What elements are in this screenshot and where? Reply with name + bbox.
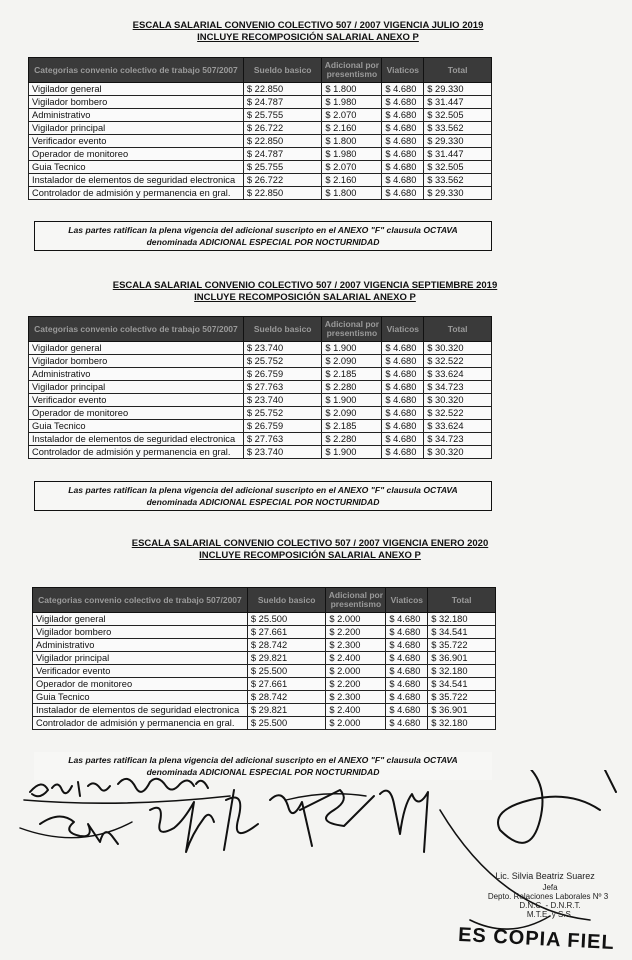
signature-right: [498, 770, 616, 843]
cell-total: $ 29.330: [424, 187, 492, 200]
cell-basic-salary: $ 27.661: [247, 678, 326, 691]
cell-category: Controlador de admisión y permanencia en gral.: [29, 446, 244, 459]
table-row: [33, 652, 496, 665]
cell-category: Vigilador principal: [29, 122, 244, 135]
cell-category: Guia Tecnico: [29, 420, 244, 433]
cell-attendance-bonus: $ 2.280: [322, 433, 382, 446]
cell-basic-salary: $ 25.755: [243, 161, 322, 174]
cell-basic-salary: $ 24.787: [243, 96, 322, 109]
cell-basic-salary: $ 27.763: [243, 433, 322, 446]
cell-total: $ 29.330: [424, 135, 492, 148]
cell-travel-allowance: $ 4.680: [382, 83, 424, 96]
cell-total: $ 34.541: [428, 626, 496, 639]
cell-category: Instalador de elementos de seguridad electronica: [33, 704, 248, 717]
cell-category: Vigilador general: [29, 83, 244, 96]
cell-attendance-bonus: $ 2.160: [322, 174, 382, 187]
cell-category: Guia Tecnico: [29, 161, 244, 174]
cell-category: Instalador de elementos de seguridad electronica: [29, 433, 244, 446]
cell-category: Vigilador general: [33, 613, 248, 626]
table-row: [33, 613, 496, 626]
table-row: [29, 407, 492, 420]
table-row: [29, 394, 492, 407]
cell-attendance-bonus: $ 2.300: [326, 639, 386, 652]
cell-travel-allowance: $ 4.680: [382, 381, 424, 394]
cell-total: $ 35.722: [428, 691, 496, 704]
cell-total: $ 34.723: [424, 433, 492, 446]
cell-category: Administrativo: [29, 109, 244, 122]
cell-travel-allowance: $ 4.680: [382, 174, 424, 187]
table-row: [29, 135, 492, 148]
note-line-1: Las partes ratifican la plena vigencia del adicional suscripto en el ANEXO "F" clausula OCTAVA: [68, 225, 458, 235]
cell-travel-allowance: $ 4.680: [382, 433, 424, 446]
cell-travel-allowance: $ 4.680: [382, 135, 424, 148]
col-header-attendance-bonus: Adicional por presentismo: [326, 588, 386, 613]
cell-basic-salary: $ 25.752: [243, 407, 322, 420]
cell-category: Verificador evento: [29, 394, 244, 407]
cell-basic-salary: $ 25.500: [247, 665, 326, 678]
cell-total: $ 34.723: [424, 381, 492, 394]
col-header-travel-allowance: Viaticos: [386, 588, 428, 613]
cell-basic-salary: $ 26.759: [243, 420, 322, 433]
table-row: [29, 174, 492, 187]
cell-attendance-bonus: $ 2.000: [326, 613, 386, 626]
nocturnity-note: [34, 221, 492, 251]
col-header-attendance-bonus: Adicional por presentismo: [322, 317, 382, 342]
col-header-travel-allowance: Viaticos: [382, 58, 424, 83]
signature-left: [40, 816, 118, 844]
col-header-total: Total: [424, 317, 492, 342]
cell-attendance-bonus: $ 2.000: [326, 717, 386, 730]
cell-basic-salary: $ 24.787: [243, 148, 322, 161]
table-header-row: [29, 317, 492, 342]
cell-travel-allowance: $ 4.680: [382, 355, 424, 368]
cell-basic-salary: $ 22.850: [243, 187, 322, 200]
cell-basic-salary: $ 25.752: [243, 355, 322, 368]
table-row: [29, 83, 492, 96]
cell-attendance-bonus: $ 1.800: [322, 187, 382, 200]
cell-travel-allowance: $ 4.680: [382, 187, 424, 200]
cell-travel-allowance: $ 4.680: [386, 691, 428, 704]
table-row: [29, 433, 492, 446]
cell-attendance-bonus: $ 1.800: [322, 135, 382, 148]
stamp-department: Depto. Relaciones Laborales Nº 3: [487, 892, 609, 901]
col-header-basic-salary: Sueldo basico: [243, 317, 322, 342]
cell-attendance-bonus: $ 2.200: [326, 678, 386, 691]
cell-attendance-bonus: $ 1.900: [322, 394, 382, 407]
table-row: [29, 446, 492, 459]
section-title: ESCALA SALARIAL CONVENIO COLECTIVO 507 / 2007 VIGENCIA ENERO 2020: [131, 538, 489, 549]
cell-total: $ 32.180: [428, 613, 496, 626]
stamp-role: Jefa: [542, 883, 558, 892]
note-line-2: denominada ADICIONAL ESPECIAL POR NOCTURNIDAD: [146, 767, 380, 777]
certified-copy-stamp: ES COPIA FIEL: [457, 923, 616, 955]
cell-total: $ 33.562: [424, 174, 492, 187]
table-row: [29, 355, 492, 368]
col-header-basic-salary: Sueldo basico: [247, 588, 326, 613]
cell-travel-allowance: $ 4.680: [382, 342, 424, 355]
col-header-total: Total: [424, 58, 492, 83]
cell-travel-allowance: $ 4.680: [382, 368, 424, 381]
cell-travel-allowance: $ 4.680: [386, 678, 428, 691]
cell-basic-salary: $ 28.742: [247, 691, 326, 704]
col-header-category: Categorias convenio colectivo de trabajo 507/2007: [33, 588, 248, 613]
salary-table: [28, 316, 492, 459]
stamp-name: Lic. Silvia Beatriz Suarez: [495, 871, 595, 881]
cell-attendance-bonus: $ 2.280: [322, 381, 382, 394]
cell-travel-allowance: $ 4.680: [386, 639, 428, 652]
cell-total: $ 34.541: [428, 678, 496, 691]
cell-category: Vigilador bombero: [29, 355, 244, 368]
table-row: [33, 639, 496, 652]
cell-total: $ 31.447: [424, 96, 492, 109]
cell-basic-salary: $ 29.821: [247, 652, 326, 665]
cell-category: Administrativo: [33, 639, 248, 652]
cell-basic-salary: $ 26.722: [243, 174, 322, 187]
cell-total: $ 32.505: [424, 109, 492, 122]
section-title: ESCALA SALARIAL CONVENIO COLECTIVO 507 / 2007 VIGENCIA JULIO 2019: [132, 20, 484, 31]
cell-travel-allowance: $ 4.680: [382, 96, 424, 109]
cell-category: Vigilador bombero: [29, 96, 244, 109]
cell-total: $ 36.901: [428, 652, 496, 665]
cell-category: Controlador de admisión y permanencia en gral.: [29, 187, 244, 200]
cell-basic-salary: $ 22.850: [243, 83, 322, 96]
signature-middle: [150, 802, 214, 852]
cell-total: $ 33.624: [424, 420, 492, 433]
cell-total: $ 32.180: [428, 665, 496, 678]
cell-category: Vigilador general: [29, 342, 244, 355]
cell-basic-salary: $ 22.850: [243, 135, 322, 148]
cell-category: Vigilador principal: [29, 381, 244, 394]
cell-attendance-bonus: $ 2.185: [322, 368, 382, 381]
section-subtitle: INCLUYE RECOMPOSICIÓN SALARIAL ANEXO P: [194, 292, 416, 303]
cell-basic-salary: $ 23.740: [243, 394, 322, 407]
table-row: [33, 704, 496, 717]
cell-travel-allowance: $ 4.680: [382, 109, 424, 122]
cell-total: $ 33.562: [424, 122, 492, 135]
cell-total: $ 32.180: [428, 717, 496, 730]
table-row: [29, 381, 492, 394]
cell-attendance-bonus: $ 2.300: [326, 691, 386, 704]
table-row: [29, 187, 492, 200]
cell-travel-allowance: $ 4.680: [382, 122, 424, 135]
cell-category: Controlador de admisión y permanencia en gral.: [33, 717, 248, 730]
table-header-row: [33, 588, 496, 613]
cell-total: $ 29.330: [424, 83, 492, 96]
cell-attendance-bonus: $ 1.900: [322, 342, 382, 355]
cell-attendance-bonus: $ 1.900: [322, 446, 382, 459]
cell-attendance-bonus: $ 2.160: [322, 122, 382, 135]
section-title: ESCALA SALARIAL CONVENIO COLECTIVO 507 / 2007 VIGENCIA SEPTIEMBRE 2019: [112, 280, 498, 291]
cell-attendance-bonus: $ 2.400: [326, 652, 386, 665]
col-header-total: Total: [428, 588, 496, 613]
cell-category: Operador de monitoreo: [29, 148, 244, 161]
table-row: [33, 678, 496, 691]
stamp-org-2: M.T.E. y S.S.: [526, 910, 574, 919]
cell-travel-allowance: $ 4.680: [386, 652, 428, 665]
cell-travel-allowance: $ 4.680: [382, 161, 424, 174]
table-row: [29, 161, 492, 174]
section-subtitle: INCLUYE RECOMPOSICIÓN SALARIAL ANEXO P: [199, 550, 421, 561]
cell-basic-salary: $ 26.759: [243, 368, 322, 381]
cell-category: Operador de monitoreo: [29, 407, 244, 420]
cell-basic-salary: $ 29.821: [247, 704, 326, 717]
cell-attendance-bonus: $ 2.090: [322, 407, 382, 420]
cell-attendance-bonus: $ 2.400: [326, 704, 386, 717]
cell-total: $ 30.320: [424, 394, 492, 407]
cell-total: $ 33.624: [424, 368, 492, 381]
cell-total: $ 32.522: [424, 407, 492, 420]
col-header-category: Categorias convenio colectivo de trabajo 507/2007: [29, 317, 244, 342]
table-row: [29, 342, 492, 355]
cell-total: $ 30.320: [424, 446, 492, 459]
cell-travel-allowance: $ 4.680: [382, 394, 424, 407]
table-row: [29, 109, 492, 122]
cell-attendance-bonus: $ 2.090: [322, 355, 382, 368]
cell-basic-salary: $ 25.500: [247, 613, 326, 626]
note-line-1: Las partes ratifican la plena vigencia del adicional suscripto en el ANEXO "F" clausula OCTAVA: [68, 485, 458, 495]
table-row: [29, 96, 492, 109]
table-row: [33, 691, 496, 704]
cell-basic-salary: $ 23.740: [243, 446, 322, 459]
cell-attendance-bonus: $ 2.070: [322, 161, 382, 174]
cell-total: $ 31.447: [424, 148, 492, 161]
cell-category: Instalador de elementos de seguridad electronica: [29, 174, 244, 187]
cell-category: Guia Tecnico: [33, 691, 248, 704]
cell-category: Vigilador principal: [33, 652, 248, 665]
cell-basic-salary: $ 27.763: [243, 381, 322, 394]
salary-table: [28, 57, 492, 200]
col-header-attendance-bonus: Adicional por presentismo: [322, 58, 382, 83]
col-header-category: Categorias convenio colectivo de trabajo 507/2007: [29, 58, 244, 83]
salary-table: [32, 587, 496, 730]
cell-total: $ 36.901: [428, 704, 496, 717]
cell-category: Administrativo: [29, 368, 244, 381]
note-line-2: denominada ADICIONAL ESPECIAL POR NOCTURNIDAD: [146, 497, 380, 507]
cell-total: $ 32.505: [424, 161, 492, 174]
section-subtitle: INCLUYE RECOMPOSICIÓN SALARIAL ANEXO P: [197, 32, 419, 43]
cell-category: Operador de monitoreo: [33, 678, 248, 691]
nocturnity-note: [34, 481, 492, 511]
table-row: [29, 122, 492, 135]
col-header-travel-allowance: Viaticos: [382, 317, 424, 342]
cell-travel-allowance: $ 4.680: [382, 446, 424, 459]
cell-total: $ 35.722: [428, 639, 496, 652]
cell-basic-salary: $ 26.722: [243, 122, 322, 135]
cell-basic-salary: $ 25.500: [247, 717, 326, 730]
table-row: [29, 148, 492, 161]
cell-basic-salary: $ 25.755: [243, 109, 322, 122]
cell-travel-allowance: $ 4.680: [386, 717, 428, 730]
cell-attendance-bonus: $ 1.980: [322, 148, 382, 161]
cell-travel-allowance: $ 4.680: [386, 665, 428, 678]
cell-total: $ 32.522: [424, 355, 492, 368]
cell-attendance-bonus: $ 2.070: [322, 109, 382, 122]
table-header-row: [29, 58, 492, 83]
table-row: [33, 626, 496, 639]
cell-basic-salary: $ 28.742: [247, 639, 326, 652]
cell-basic-salary: $ 23.740: [243, 342, 322, 355]
cell-category: Verificador evento: [29, 135, 244, 148]
col-header-basic-salary: Sueldo basico: [243, 58, 322, 83]
cell-basic-salary: $ 27.661: [247, 626, 326, 639]
table-row: [33, 665, 496, 678]
cell-travel-allowance: $ 4.680: [386, 704, 428, 717]
cell-travel-allowance: $ 4.680: [386, 613, 428, 626]
cell-travel-allowance: $ 4.680: [386, 626, 428, 639]
cell-attendance-bonus: $ 2.000: [326, 665, 386, 678]
table-row: [29, 420, 492, 433]
cell-attendance-bonus: $ 2.185: [322, 420, 382, 433]
cell-attendance-bonus: $ 1.800: [322, 83, 382, 96]
cell-attendance-bonus: $ 2.200: [326, 626, 386, 639]
cell-travel-allowance: $ 4.680: [382, 148, 424, 161]
note-line-2: denominada ADICIONAL ESPECIAL POR NOCTURNIDAD: [146, 237, 380, 247]
stamp-org-1: D.N.C. - D.N.R.T.: [519, 901, 581, 910]
cell-category: Vigilador bombero: [33, 626, 248, 639]
note-line-1: Las partes ratifican la plena vigencia del adicional suscripto en el ANEXO "F" clausula OCTAVA: [68, 755, 458, 765]
signature-handwritten-name: [30, 779, 208, 796]
cell-total: $ 30.320: [424, 342, 492, 355]
cell-travel-allowance: $ 4.680: [382, 407, 424, 420]
cell-category: Verificador evento: [33, 665, 248, 678]
cell-attendance-bonus: $ 1.980: [322, 96, 382, 109]
cell-travel-allowance: $ 4.680: [382, 420, 424, 433]
table-row: [29, 368, 492, 381]
table-row: [33, 717, 496, 730]
